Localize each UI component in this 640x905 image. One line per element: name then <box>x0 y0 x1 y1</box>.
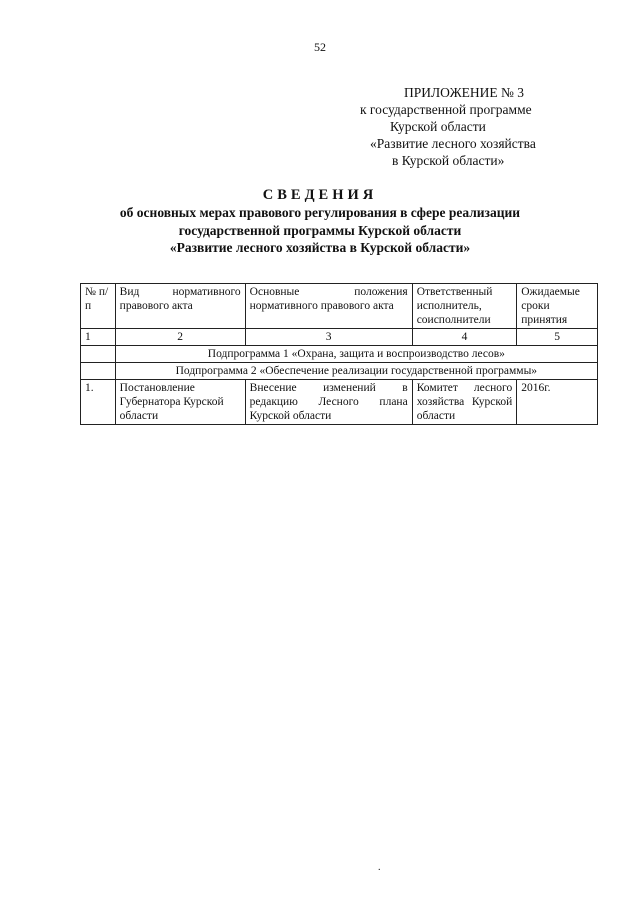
subprogram-1-empty <box>81 346 116 363</box>
title-line-2: государственной программы Курской области <box>178 222 462 238</box>
header-executor: Ответственный исполнитель, соисполнители <box>412 284 517 329</box>
page-number: 52 <box>314 40 326 54</box>
row-executor: Комитет лесного хозяйства Курской области <box>412 380 517 425</box>
measures-table <box>80 283 598 425</box>
header-number: № п/п <box>81 284 116 329</box>
header-provisions: Основные положения нормативного правового акта <box>245 284 412 329</box>
row-provisions: Внесение изменений в редакцию Лесного плана Курской области <box>245 380 412 425</box>
row-number: 1. <box>81 380 116 425</box>
subprogram-2-title: Подпрограмма 2 «Обеспечение реализации государственной программы» <box>115 363 597 380</box>
column-number: 5 <box>517 329 598 346</box>
title-main: СВЕДЕНИЯ <box>262 187 378 203</box>
row-term: 2016г. <box>517 380 598 425</box>
appendix-line-5: в Курской области» <box>392 153 505 168</box>
column-number: 1 <box>81 329 116 346</box>
table-row <box>81 380 598 425</box>
column-numbers-row <box>81 329 598 346</box>
column-number: 4 <box>412 329 517 346</box>
footer-mark: . <box>378 862 381 873</box>
title-line-1: об основных мерах правового регулирования в сфере реализации <box>119 205 521 220</box>
appendix-line-3: Курской области <box>390 119 486 134</box>
header-act-type: Вид нормативного правового акта <box>115 284 245 329</box>
document-title <box>0 186 640 257</box>
subprogram-1-title: Подпрограмма 1 «Охрана, защита и воспроизводство лесов» <box>115 346 597 363</box>
appendix-line-1: ПРИЛОЖЕНИЕ № 3 <box>404 85 525 100</box>
subprogram-1-row <box>81 346 598 363</box>
column-number: 3 <box>245 329 412 346</box>
subprogram-2-row <box>81 363 598 380</box>
subprogram-2-empty <box>81 363 116 380</box>
appendix-header <box>330 84 600 169</box>
appendix-line-2: к государственной программе <box>360 102 532 117</box>
appendix-line-4: «Развитие лесного хозяйства <box>370 136 536 151</box>
table-header-row <box>81 284 598 329</box>
title-line-3: «Развитие лесного хозяйства в Курской области» <box>169 240 471 255</box>
column-number: 2 <box>115 329 245 346</box>
row-act-type: Постановление Губернатора Курской области <box>115 380 245 425</box>
header-term: Ожидаемые сроки принятия <box>517 284 598 329</box>
